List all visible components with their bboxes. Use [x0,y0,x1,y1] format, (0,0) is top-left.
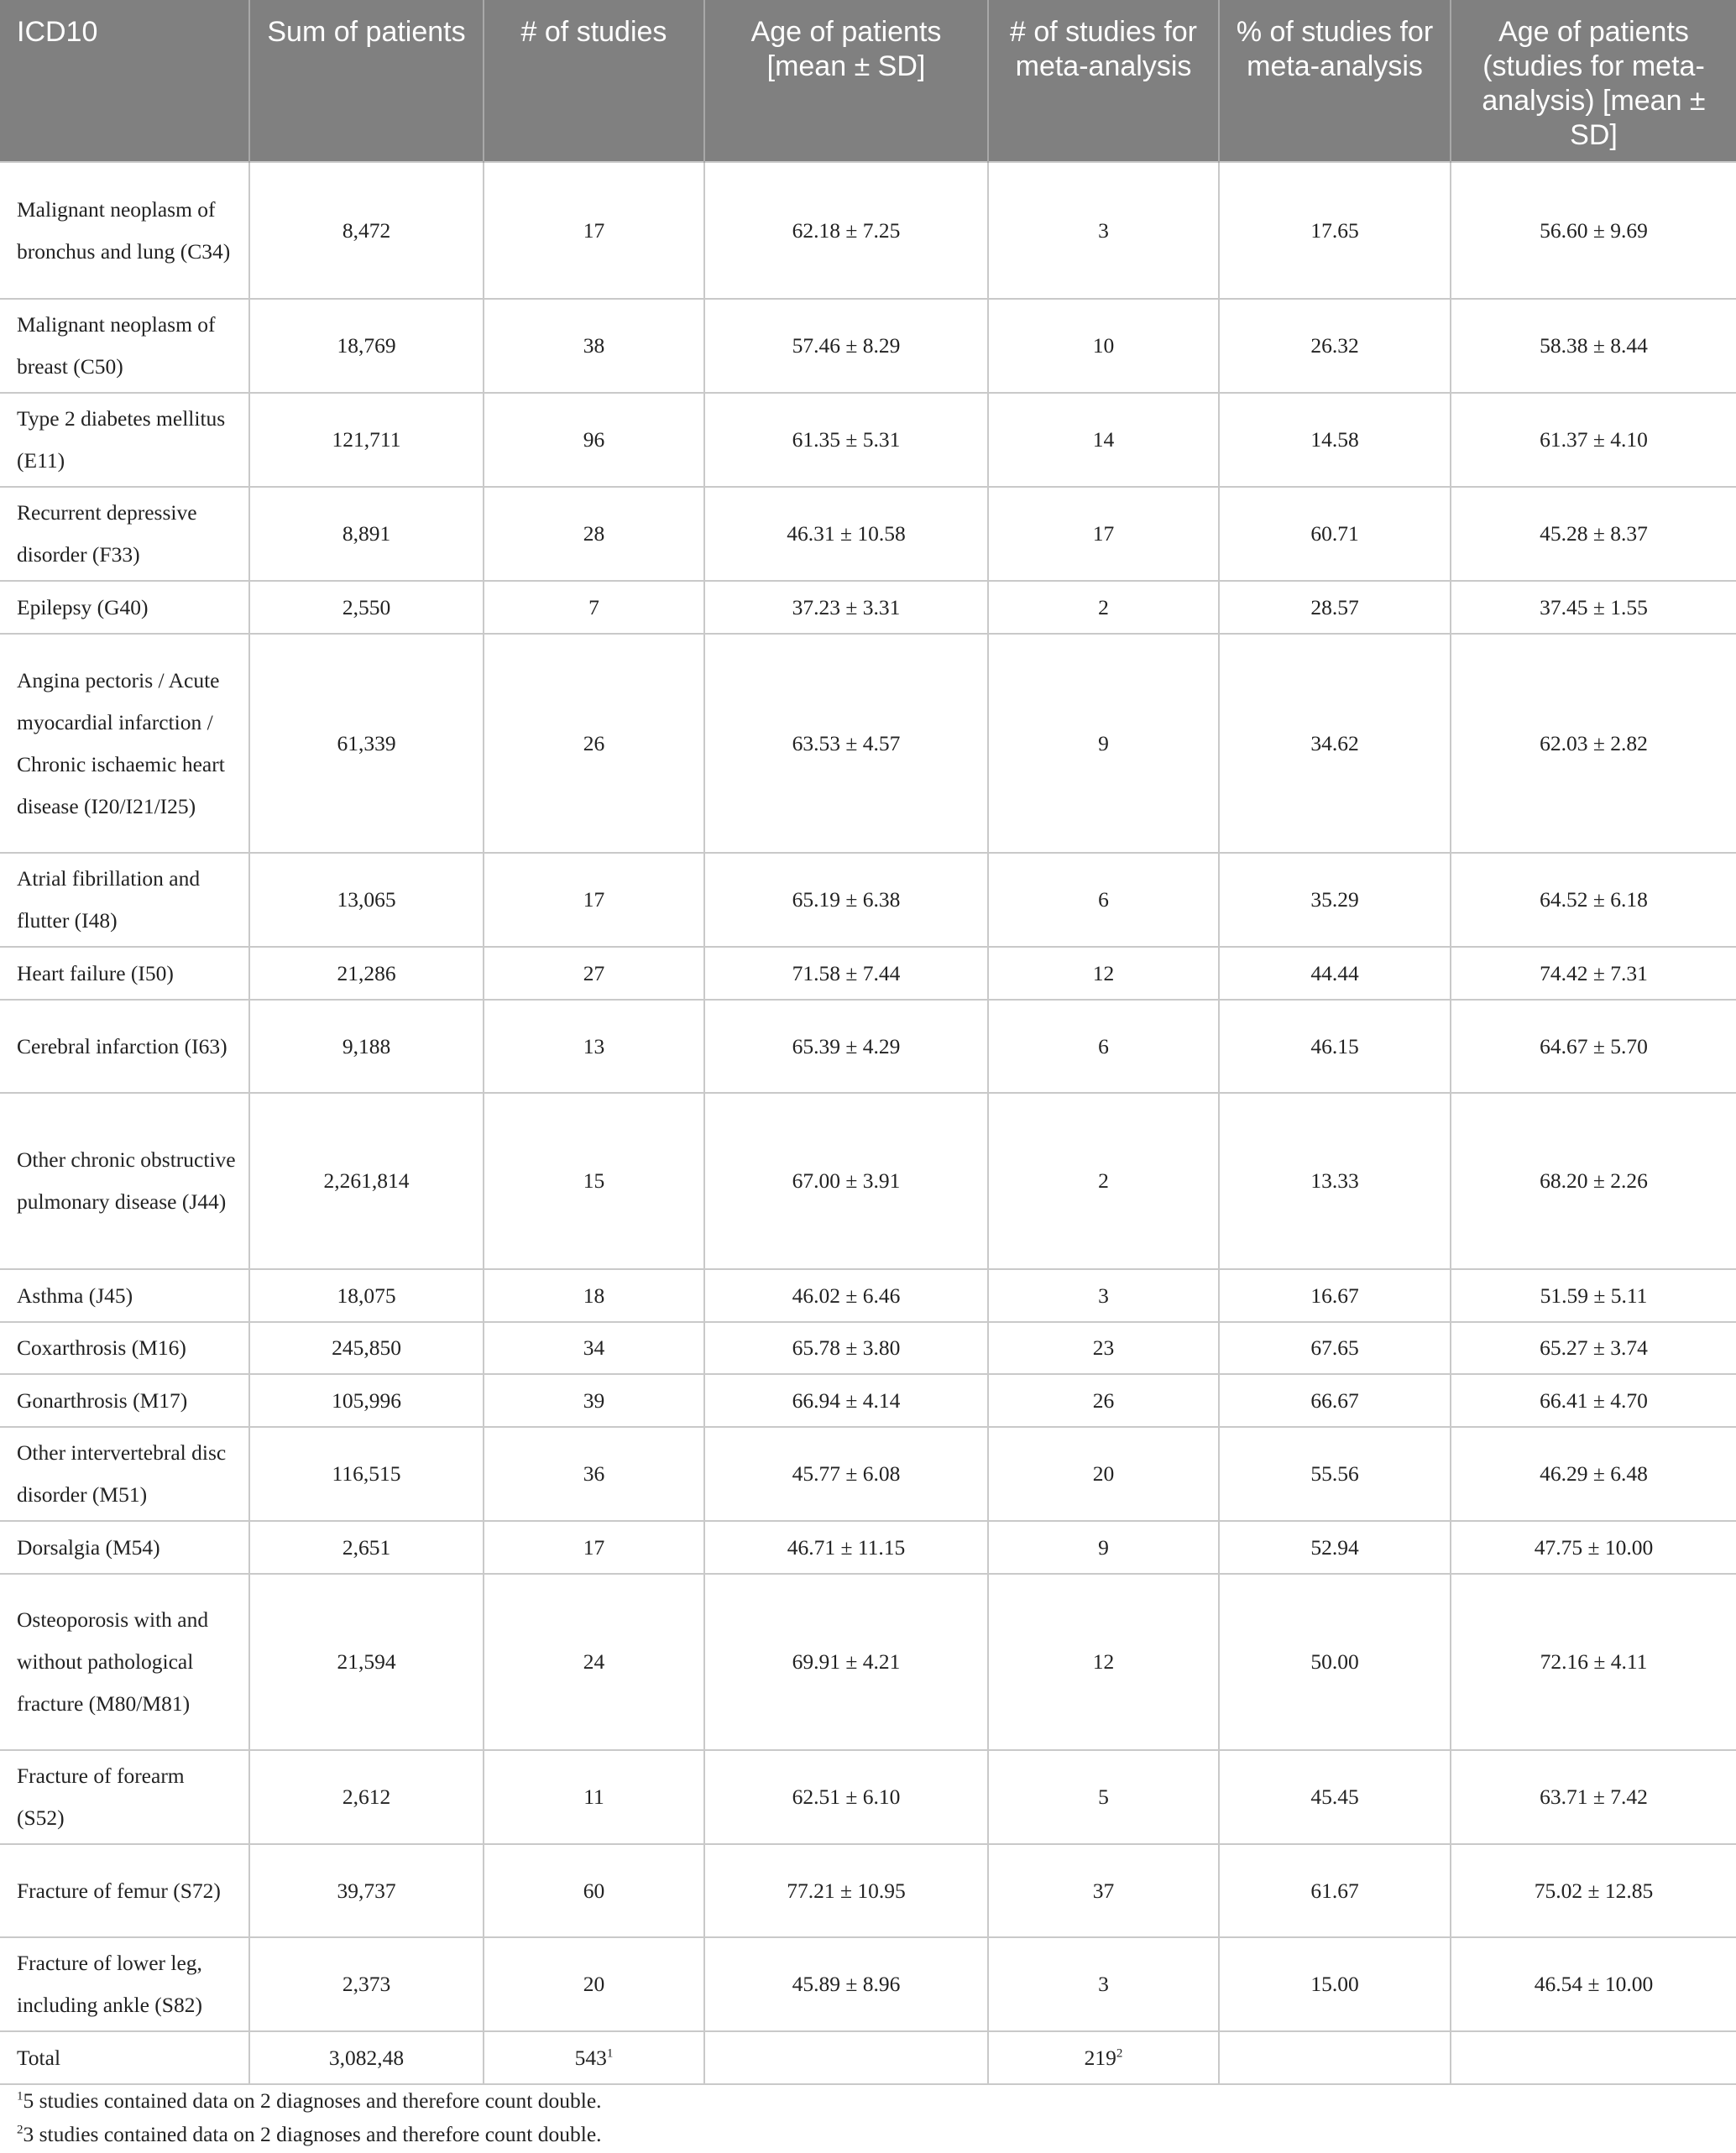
patients-cell: 116,515 [249,1427,484,1521]
patients-cell: 8,891 [249,487,484,581]
patients-cell: 121,711 [249,393,484,487]
meta-age-cell: 66.41 ± 4.70 [1451,1374,1736,1427]
icd-cell: Asthma (J45) [0,1269,249,1322]
meta-studies-cell: 2 [988,1093,1219,1269]
studies-cell: 38 [484,299,704,393]
patients-cell: 105,996 [249,1374,484,1427]
meta-age-cell: 45.28 ± 8.37 [1451,487,1736,581]
age-cell: 71.58 ± 7.44 [704,947,988,1000]
age-cell: 66.94 ± 4.14 [704,1374,988,1427]
table-row [0,1269,1736,1322]
meta-age-cell: 74.42 ± 7.31 [1451,947,1736,1000]
patients-cell: 39,737 [249,1844,484,1937]
footnote-1-text: 5 studies contained data on 2 diagnoses and therefore count double. [23,2088,602,2113]
meta-pct-cell: 50.00 [1219,1574,1451,1750]
icd-cell: Recurrent depressive disorder (F33) [0,487,249,581]
header-age-of-patients: Age of patients [mean ± SD] [704,0,988,162]
total-studies [484,2031,704,2084]
studies-cell: 27 [484,947,704,1000]
meta-age-cell: 65.27 ± 3.74 [1451,1322,1736,1374]
patients-cell: 9,188 [249,1000,484,1093]
age-cell: 57.46 ± 8.29 [704,299,988,393]
meta-studies-cell: 23 [988,1322,1219,1374]
table-row [0,947,1736,1000]
icd-cell: Other chronic obstructive pulmonary disease (J44) [0,1093,249,1269]
header-pct-studies-meta: % of studies for meta-analysis [1219,0,1451,162]
icd-cell: Epilepsy (G40) [0,581,249,634]
total-age [704,2031,988,2084]
age-cell: 46.71 ± 11.15 [704,1521,988,1574]
meta-pct-cell: 55.56 [1219,1427,1451,1521]
meta-age-cell: 62.03 ± 2.82 [1451,634,1736,853]
age-cell: 45.77 ± 6.08 [704,1427,988,1521]
total-label: Total [0,2031,249,2084]
meta-pct-cell: 15.00 [1219,1937,1451,2031]
studies-cell: 13 [484,1000,704,1093]
total-meta-age [1451,2031,1736,2084]
studies-cell: 15 [484,1093,704,1269]
meta-studies-cell: 6 [988,1000,1219,1093]
age-cell: 65.19 ± 6.38 [704,853,988,947]
footnotes [17,2084,1721,2151]
header-icd10: ICD10 [0,0,249,162]
meta-pct-cell: 66.67 [1219,1374,1451,1427]
meta-age-cell: 37.45 ± 1.55 [1451,581,1736,634]
meta-age-cell: 64.67 ± 5.70 [1451,1000,1736,1093]
icd-cell: Fracture of femur (S72) [0,1844,249,1937]
table-row [0,1374,1736,1427]
meta-age-cell: 58.38 ± 8.44 [1451,299,1736,393]
studies-cell: 36 [484,1427,704,1521]
meta-studies-cell: 12 [988,947,1219,1000]
icd-cell: Atrial fibrillation and flutter (I48) [0,853,249,947]
footnote-2-text: 3 studies contained data on 2 diagnoses and therefore count double. [23,2122,602,2146]
patients-cell: 13,065 [249,853,484,947]
table-row [0,1844,1736,1937]
age-cell: 67.00 ± 3.91 [704,1093,988,1269]
meta-pct-cell: 60.71 [1219,487,1451,581]
meta-age-cell: 46.29 ± 6.48 [1451,1427,1736,1521]
total-studies-footnote-mark: 1 [606,2046,614,2060]
table-row [0,1937,1736,2031]
age-cell: 77.21 ± 10.95 [704,1844,988,1937]
icd-cell: Malignant neoplasm of breast (C50) [0,299,249,393]
studies-cell: 28 [484,487,704,581]
meta-pct-cell: 17.65 [1219,162,1451,299]
icd-cell: Osteoporosis with and without pathological fracture (M80/M81) [0,1574,249,1750]
meta-age-cell: 51.59 ± 5.11 [1451,1269,1736,1322]
meta-studies-cell: 12 [988,1574,1219,1750]
header-num-studies-meta: # of studies for meta-analysis [988,0,1219,162]
age-cell: 63.53 ± 4.57 [704,634,988,853]
meta-age-cell: 47.75 ± 10.00 [1451,1521,1736,1574]
total-meta-studies-footnote-mark: 2 [1116,2046,1123,2060]
patients-cell: 2,373 [249,1937,484,2031]
meta-pct-cell: 28.57 [1219,581,1451,634]
footnote-2 [17,2118,1721,2151]
table-row [0,162,1736,299]
studies-cell: 60 [484,1844,704,1937]
patients-cell: 18,075 [249,1269,484,1322]
patients-cell: 8,472 [249,162,484,299]
table-row [0,1521,1736,1574]
icd-cell: Heart failure (I50) [0,947,249,1000]
total-studies-value: 543 [574,2045,607,2070]
table-row [0,1750,1736,1844]
table-row [0,581,1736,634]
table-row [0,634,1736,853]
meta-studies-cell: 3 [988,1937,1219,2031]
studies-cell: 17 [484,853,704,947]
patients-cell: 2,651 [249,1521,484,1574]
meta-pct-cell: 34.62 [1219,634,1451,853]
footnote-2-mark: 2 [17,2123,24,2137]
patients-cell: 18,769 [249,299,484,393]
header-sum-of-patients: Sum of patients [249,0,484,162]
icd-cell: Fracture of lower leg, including ankle (S82) [0,1937,249,2031]
meta-age-cell: 72.16 ± 4.11 [1451,1574,1736,1750]
age-cell: 46.31 ± 10.58 [704,487,988,581]
meta-studies-cell: 2 [988,581,1219,634]
table-row [0,299,1736,393]
patients-cell: 2,612 [249,1750,484,1844]
patients-cell: 2,261,814 [249,1093,484,1269]
meta-age-cell: 75.02 ± 12.85 [1451,1844,1736,1937]
table-header [0,0,1736,162]
table-row [0,853,1736,947]
icd-cell: Angina pectoris / Acute myocardial infarction / Chronic ischaemic heart disease (I20/I21/I25) [0,634,249,853]
studies-cell: 18 [484,1269,704,1322]
meta-studies-cell: 9 [988,1521,1219,1574]
patients-cell: 21,286 [249,947,484,1000]
patients-cell: 2,550 [249,581,484,634]
patients-cell: 61,339 [249,634,484,853]
table-row [0,1093,1736,1269]
age-cell: 65.39 ± 4.29 [704,1000,988,1093]
total-patients: 3,082,48 [249,2031,484,2084]
age-cell: 65.78 ± 3.80 [704,1322,988,1374]
meta-age-cell: 46.54 ± 10.00 [1451,1937,1736,2031]
studies-cell: 17 [484,1521,704,1574]
total-meta-pct [1219,2031,1451,2084]
icd-cell: Coxarthrosis (M16) [0,1322,249,1374]
total-row [0,2031,1736,2084]
age-cell: 61.35 ± 5.31 [704,393,988,487]
header-age-meta: Age of patients (studies for meta-analysis) [mean ± SD] [1451,0,1736,162]
age-cell: 62.51 ± 6.10 [704,1750,988,1844]
age-cell: 69.91 ± 4.21 [704,1574,988,1750]
meta-studies-cell: 3 [988,162,1219,299]
studies-cell: 24 [484,1574,704,1750]
meta-pct-cell: 61.67 [1219,1844,1451,1937]
studies-cell: 20 [484,1937,704,2031]
meta-studies-cell: 17 [988,487,1219,581]
age-cell: 46.02 ± 6.46 [704,1269,988,1322]
studies-cell: 96 [484,393,704,487]
table-body [0,162,1736,2084]
meta-pct-cell: 14.58 [1219,393,1451,487]
meta-studies-cell: 37 [988,1844,1219,1937]
meta-pct-cell: 16.67 [1219,1269,1451,1322]
table-row [0,487,1736,581]
table-row [0,1322,1736,1374]
studies-cell: 17 [484,162,704,299]
footnote-1-mark: 1 [17,2089,24,2103]
meta-pct-cell: 44.44 [1219,947,1451,1000]
meta-studies-cell: 20 [988,1427,1219,1521]
meta-pct-cell: 35.29 [1219,853,1451,947]
meta-age-cell: 63.71 ± 7.42 [1451,1750,1736,1844]
meta-age-cell: 64.52 ± 6.18 [1451,853,1736,947]
studies-cell: 7 [484,581,704,634]
meta-age-cell: 56.60 ± 9.69 [1451,162,1736,299]
meta-studies-cell: 26 [988,1374,1219,1427]
meta-age-cell: 61.37 ± 4.10 [1451,393,1736,487]
footnote-1 [17,2084,1721,2118]
patients-cell: 21,594 [249,1574,484,1750]
meta-studies-cell: 6 [988,853,1219,947]
table-row [0,1574,1736,1750]
meta-studies-cell: 9 [988,634,1219,853]
studies-cell: 34 [484,1322,704,1374]
patients-cell: 245,850 [249,1322,484,1374]
meta-studies-cell: 3 [988,1269,1219,1322]
age-cell: 37.23 ± 3.31 [704,581,988,634]
meta-pct-cell: 67.65 [1219,1322,1451,1374]
meta-pct-cell: 52.94 [1219,1521,1451,1574]
table-row [0,1000,1736,1093]
table-row [0,393,1736,487]
studies-cell: 11 [484,1750,704,1844]
studies-cell: 39 [484,1374,704,1427]
icd-cell: Fracture of forearm (S52) [0,1750,249,1844]
icd-cell: Type 2 diabetes mellitus (E11) [0,393,249,487]
icd-cell: Malignant neoplasm of bronchus and lung (C34) [0,162,249,299]
age-cell: 45.89 ± 8.96 [704,1937,988,2031]
icd-cell: Cerebral infarction (I63) [0,1000,249,1093]
meta-age-cell: 68.20 ± 2.26 [1451,1093,1736,1269]
total-meta-studies [988,2031,1219,2084]
meta-pct-cell: 45.45 [1219,1750,1451,1844]
icd-cell: Gonarthrosis (M17) [0,1374,249,1427]
meta-pct-cell: 26.32 [1219,299,1451,393]
header-num-studies: # of studies [484,0,704,162]
total-meta-studies-value: 219 [1084,2045,1116,2070]
meta-studies-cell: 5 [988,1750,1219,1844]
meta-studies-cell: 14 [988,393,1219,487]
age-cell: 62.18 ± 7.25 [704,162,988,299]
meta-pct-cell: 46.15 [1219,1000,1451,1093]
studies-cell: 26 [484,634,704,853]
icd-cell: Other intervertebral disc disorder (M51) [0,1427,249,1521]
icd-cell: Dorsalgia (M54) [0,1521,249,1574]
meta-studies-cell: 10 [988,299,1219,393]
meta-pct-cell: 13.33 [1219,1093,1451,1269]
table-row [0,1427,1736,1521]
